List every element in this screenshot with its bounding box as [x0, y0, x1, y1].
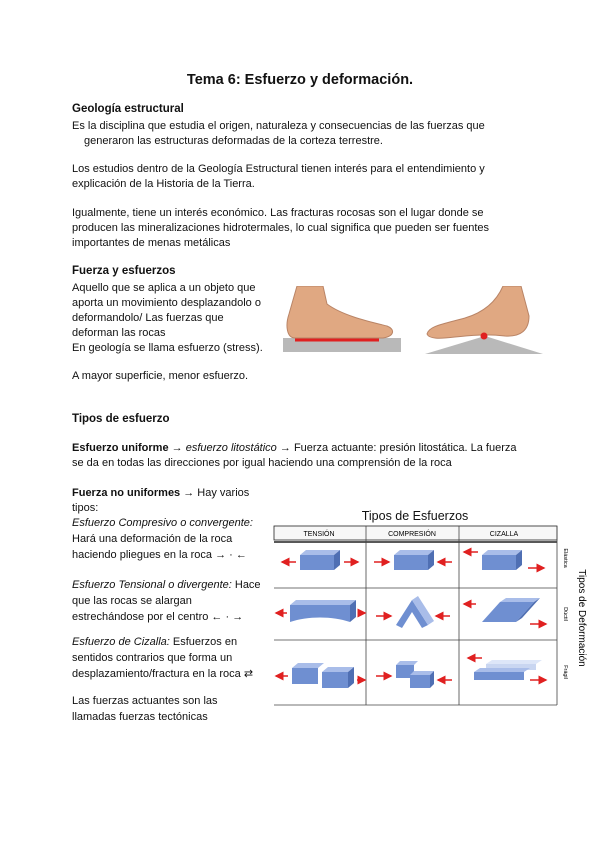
compresivo-paragraph	[72, 515, 272, 563]
uniforme-paragraph	[72, 441, 542, 471]
arrow-text: →	[171, 442, 183, 454]
uniforme-label: Esfuerzo uniforme	[72, 442, 169, 454]
foot-point-illustration	[425, 286, 543, 356]
side-title: Tipos de Deformación	[576, 569, 587, 667]
text-line	[72, 441, 542, 456]
foot-shape	[287, 286, 393, 338]
contact-point	[481, 333, 488, 340]
text-line: Hará una deformación de la roca	[72, 533, 233, 545]
text-line: desplazamiento/fractura en la roca ⇄	[72, 668, 254, 680]
text-line: En geología se llama esfuerzo (stress).	[72, 342, 263, 354]
cizalla-rest: Esfuerzos en	[169, 636, 238, 648]
heading-geologia: Geología estructural	[72, 103, 184, 115]
heading-fuerza: Fuerza y esfuerzos	[72, 265, 176, 277]
text-line: Es la disciplina que estudia el origen, naturaleza y consecuencias de las fuerzas que	[72, 120, 485, 132]
text-line: Las fuerzas actuantes son las	[72, 695, 218, 707]
fuerza-paragraph	[72, 281, 282, 356]
text-line: generaron las estructuras deformadas de la corteza terrestre.	[84, 135, 383, 147]
text-line: estrechándose por el centro ← · →	[72, 611, 244, 623]
foot-shape	[427, 286, 529, 338]
text-line: llamadas fuerzas tectónicas	[72, 711, 208, 723]
tensional-rest: Hace	[231, 579, 261, 591]
text-line: sentidos contrarios que forma un	[72, 652, 233, 664]
uniforme-italic: esfuerzo litostático	[185, 442, 277, 454]
text-line	[72, 486, 272, 501]
text-line: producen las mineralizaciones hidrotermales, lo cual significa que pueden ser fuentes	[72, 222, 490, 234]
tipos-esfuerzos-diagram	[272, 500, 598, 714]
text-line: importantes de menas metálicas	[72, 237, 231, 249]
geologia-paragraph-2	[72, 162, 542, 192]
text-line: Aquello que se aplica a un objeto que	[72, 282, 256, 294]
text-line	[72, 634, 272, 650]
text-line: deforman las rocas	[72, 327, 166, 339]
row-elastica: Elástica	[562, 548, 568, 568]
no-uniformes-paragraph	[72, 486, 272, 516]
text-line: deformandolo/ Las fuerzas que	[72, 312, 224, 324]
text-line: Los estudios dentro de la Geología Estructural tienen interés para el entendimiento y	[72, 163, 485, 175]
row-ductil: Dúctil	[562, 607, 568, 621]
text-line: que las rocas se alargan	[72, 595, 192, 607]
fuerzas-tectonicas-paragraph	[72, 693, 272, 725]
text-line: tipos:	[72, 502, 99, 514]
arrow-text: →	[279, 442, 291, 454]
cizalla-paragraph	[72, 634, 272, 682]
col-compresion: COMPRESIÓN	[388, 531, 436, 538]
geologia-paragraph-3	[72, 206, 542, 251]
cizalla-title: Esfuerzo de Cizalla:	[72, 636, 170, 648]
no-uniformes-rest: → Hay varios	[183, 487, 250, 499]
col-cizalla: CIZALLA	[489, 531, 519, 538]
text-line: haciendo pliegues en la roca → · ←	[72, 549, 247, 561]
diagram-title: Tipos de Esfuerzos	[361, 509, 469, 523]
tensional-title: Esfuerzo Tensional o divergente:	[72, 579, 232, 591]
uniforme-rest: Fuerza actuante: presión litostática. La fuerza	[293, 442, 517, 454]
fuerza-conclusion: A mayor superficie, menor esfuerzo.	[72, 370, 249, 382]
row-fragil: Frágil	[562, 665, 568, 679]
col-tension: TENSIÓN	[303, 531, 335, 538]
no-uniformes-label: Fuerza no uniformes	[72, 487, 181, 499]
text-line: Igualmente, tiene un interés económico. Las fracturas rocosas son el lugar donde se	[72, 207, 484, 219]
text-line	[72, 577, 272, 593]
text-line: explicación de la Historia de la Tierra.	[72, 178, 255, 190]
heading-tipos: Tipos de esfuerzo	[72, 413, 170, 425]
text-line: se da en todas las direcciones por igual haciendo una comprensión de la roca	[72, 457, 452, 469]
foot-flat-illustration	[283, 286, 401, 356]
tensional-paragraph	[72, 577, 272, 625]
geologia-paragraph-1	[72, 119, 542, 149]
text-line: aporta un movimiento desplazandolo o	[72, 297, 261, 309]
compresivo-title: Esfuerzo Compresivo o convergente:	[72, 517, 253, 529]
page-title: Tema 6: Esfuerzo y deformación.	[186, 72, 414, 88]
